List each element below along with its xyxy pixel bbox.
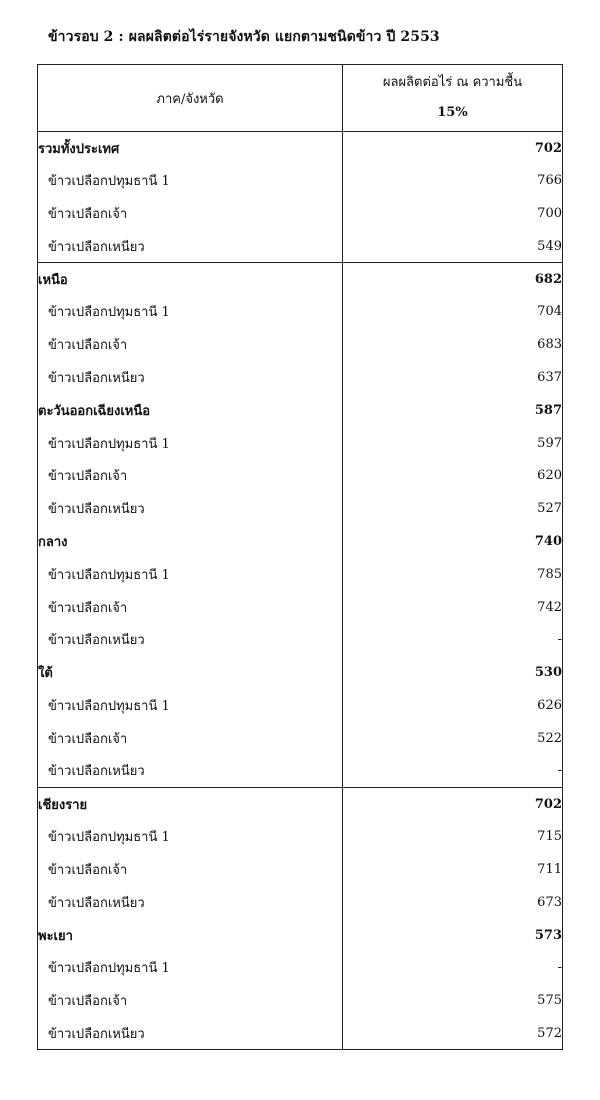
table-row	[38, 984, 563, 1017]
yield-value: 715	[343, 820, 563, 853]
table-row	[38, 919, 563, 952]
rice-type-name: ข้าวเปลือกเหนียว	[38, 230, 343, 263]
table-body	[38, 132, 563, 1050]
table-row	[38, 394, 563, 427]
table-row	[38, 132, 563, 165]
table-row	[38, 263, 563, 296]
table-row	[38, 459, 563, 492]
yield-value: 742	[343, 591, 563, 624]
table-row	[38, 230, 563, 263]
rice-type-name: ข้าวเปลือกเจ้า	[38, 722, 343, 755]
table-row	[38, 295, 563, 328]
yield-value: 626	[343, 689, 563, 722]
rice-type-name: ข้าวเปลือกเจ้า	[38, 984, 343, 1017]
region-name: กลาง	[38, 525, 343, 558]
header-region: ภาค/จังหวัด	[38, 65, 343, 132]
table-row	[38, 820, 563, 853]
table-row	[38, 328, 563, 361]
yield-value: 702	[343, 132, 563, 165]
table-row	[38, 427, 563, 460]
header-yield	[343, 65, 563, 132]
yield-value: 673	[343, 886, 563, 919]
rice-yield-table	[37, 64, 563, 1050]
rice-type-name: ข้าวเปลือกปทุมธานี 1	[38, 164, 343, 197]
table-row	[38, 787, 563, 820]
table-row	[38, 689, 563, 722]
yield-value: 573	[343, 919, 563, 952]
rice-type-name: ข้าวเปลือกเจ้า	[38, 197, 343, 230]
table-row	[38, 492, 563, 525]
table-row	[38, 755, 563, 788]
table-row	[38, 886, 563, 919]
yield-value: 637	[343, 361, 563, 394]
yield-value: 527	[343, 492, 563, 525]
yield-value: 683	[343, 328, 563, 361]
yield-value: 682	[343, 263, 563, 296]
table-row	[38, 951, 563, 984]
rice-type-name: ข้าวเปลือกเหนียว	[38, 755, 343, 788]
yield-value: 575	[343, 984, 563, 1017]
table-row	[38, 853, 563, 886]
table-row	[38, 558, 563, 591]
table-row	[38, 656, 563, 689]
table-row	[38, 722, 563, 755]
rice-type-name: ข้าวเปลือกปทุมธานี 1	[38, 558, 343, 591]
rice-type-name: ข้าวเปลือกเหนียว	[38, 361, 343, 394]
region-name: ตะวันออกเฉียงเหนือ	[38, 394, 343, 427]
rice-type-name: ข้าวเปลือกเหนียว	[38, 492, 343, 525]
rice-type-name: ข้าวเปลือกปทุมธานี 1	[38, 427, 343, 460]
table-header-row	[38, 65, 563, 132]
yield-value: -	[343, 623, 563, 656]
region-name: รวมทั้งประเทศ	[38, 132, 343, 165]
yield-value: 597	[343, 427, 563, 460]
yield-value: 572	[343, 1017, 563, 1050]
yield-value: 785	[343, 558, 563, 591]
yield-value: 522	[343, 722, 563, 755]
yield-value: -	[343, 755, 563, 788]
yield-value: 702	[343, 787, 563, 820]
yield-value: -	[343, 951, 563, 984]
yield-value: 711	[343, 853, 563, 886]
rice-type-name: ข้าวเปลือกปทุมธานี 1	[38, 820, 343, 853]
rice-type-name: ข้าวเปลือกปทุมธานี 1	[38, 295, 343, 328]
table-row	[38, 197, 563, 230]
region-name: พะเยา	[38, 919, 343, 952]
region-name: ใต้	[38, 656, 343, 689]
document-title: ข้าวรอบ 2 : ผลผลิตต่อไร่รายจังหวัด แยกตามชนิดข้าว ปี 2553	[48, 29, 440, 45]
yield-value: 740	[343, 525, 563, 558]
header-yield-line2: 15%	[437, 105, 468, 120]
rice-type-name: ข้าวเปลือกเจ้า	[38, 591, 343, 624]
rice-type-name: ข้าวเปลือกปทุมธานี 1	[38, 951, 343, 984]
region-name: เหนือ	[38, 263, 343, 296]
yield-value: 704	[343, 295, 563, 328]
rice-type-name: ข้าวเปลือกปทุมธานี 1	[38, 689, 343, 722]
table-row	[38, 164, 563, 197]
rice-type-name: ข้าวเปลือกเจ้า	[38, 853, 343, 886]
yield-value: 620	[343, 459, 563, 492]
yield-value: 766	[343, 164, 563, 197]
rice-type-name: ข้าวเปลือกเหนียว	[38, 1017, 343, 1050]
yield-value: 587	[343, 394, 563, 427]
table-row	[38, 361, 563, 394]
rice-type-name: ข้าวเปลือกเจ้า	[38, 459, 343, 492]
yield-value: 530	[343, 656, 563, 689]
rice-type-name: ข้าวเปลือกเหนียว	[38, 886, 343, 919]
table-row	[38, 623, 563, 656]
header-yield-line1: ผลผลิตต่อไร่ ณ ความชื้น	[382, 75, 523, 90]
region-name: เชียงราย	[38, 787, 343, 820]
table-row	[38, 1017, 563, 1050]
yield-value: 549	[343, 230, 563, 263]
rice-type-name: ข้าวเปลือกเจ้า	[38, 328, 343, 361]
rice-type-name: ข้าวเปลือกเหนียว	[38, 623, 343, 656]
table-row	[38, 591, 563, 624]
table-row	[38, 525, 563, 558]
yield-value: 700	[343, 197, 563, 230]
